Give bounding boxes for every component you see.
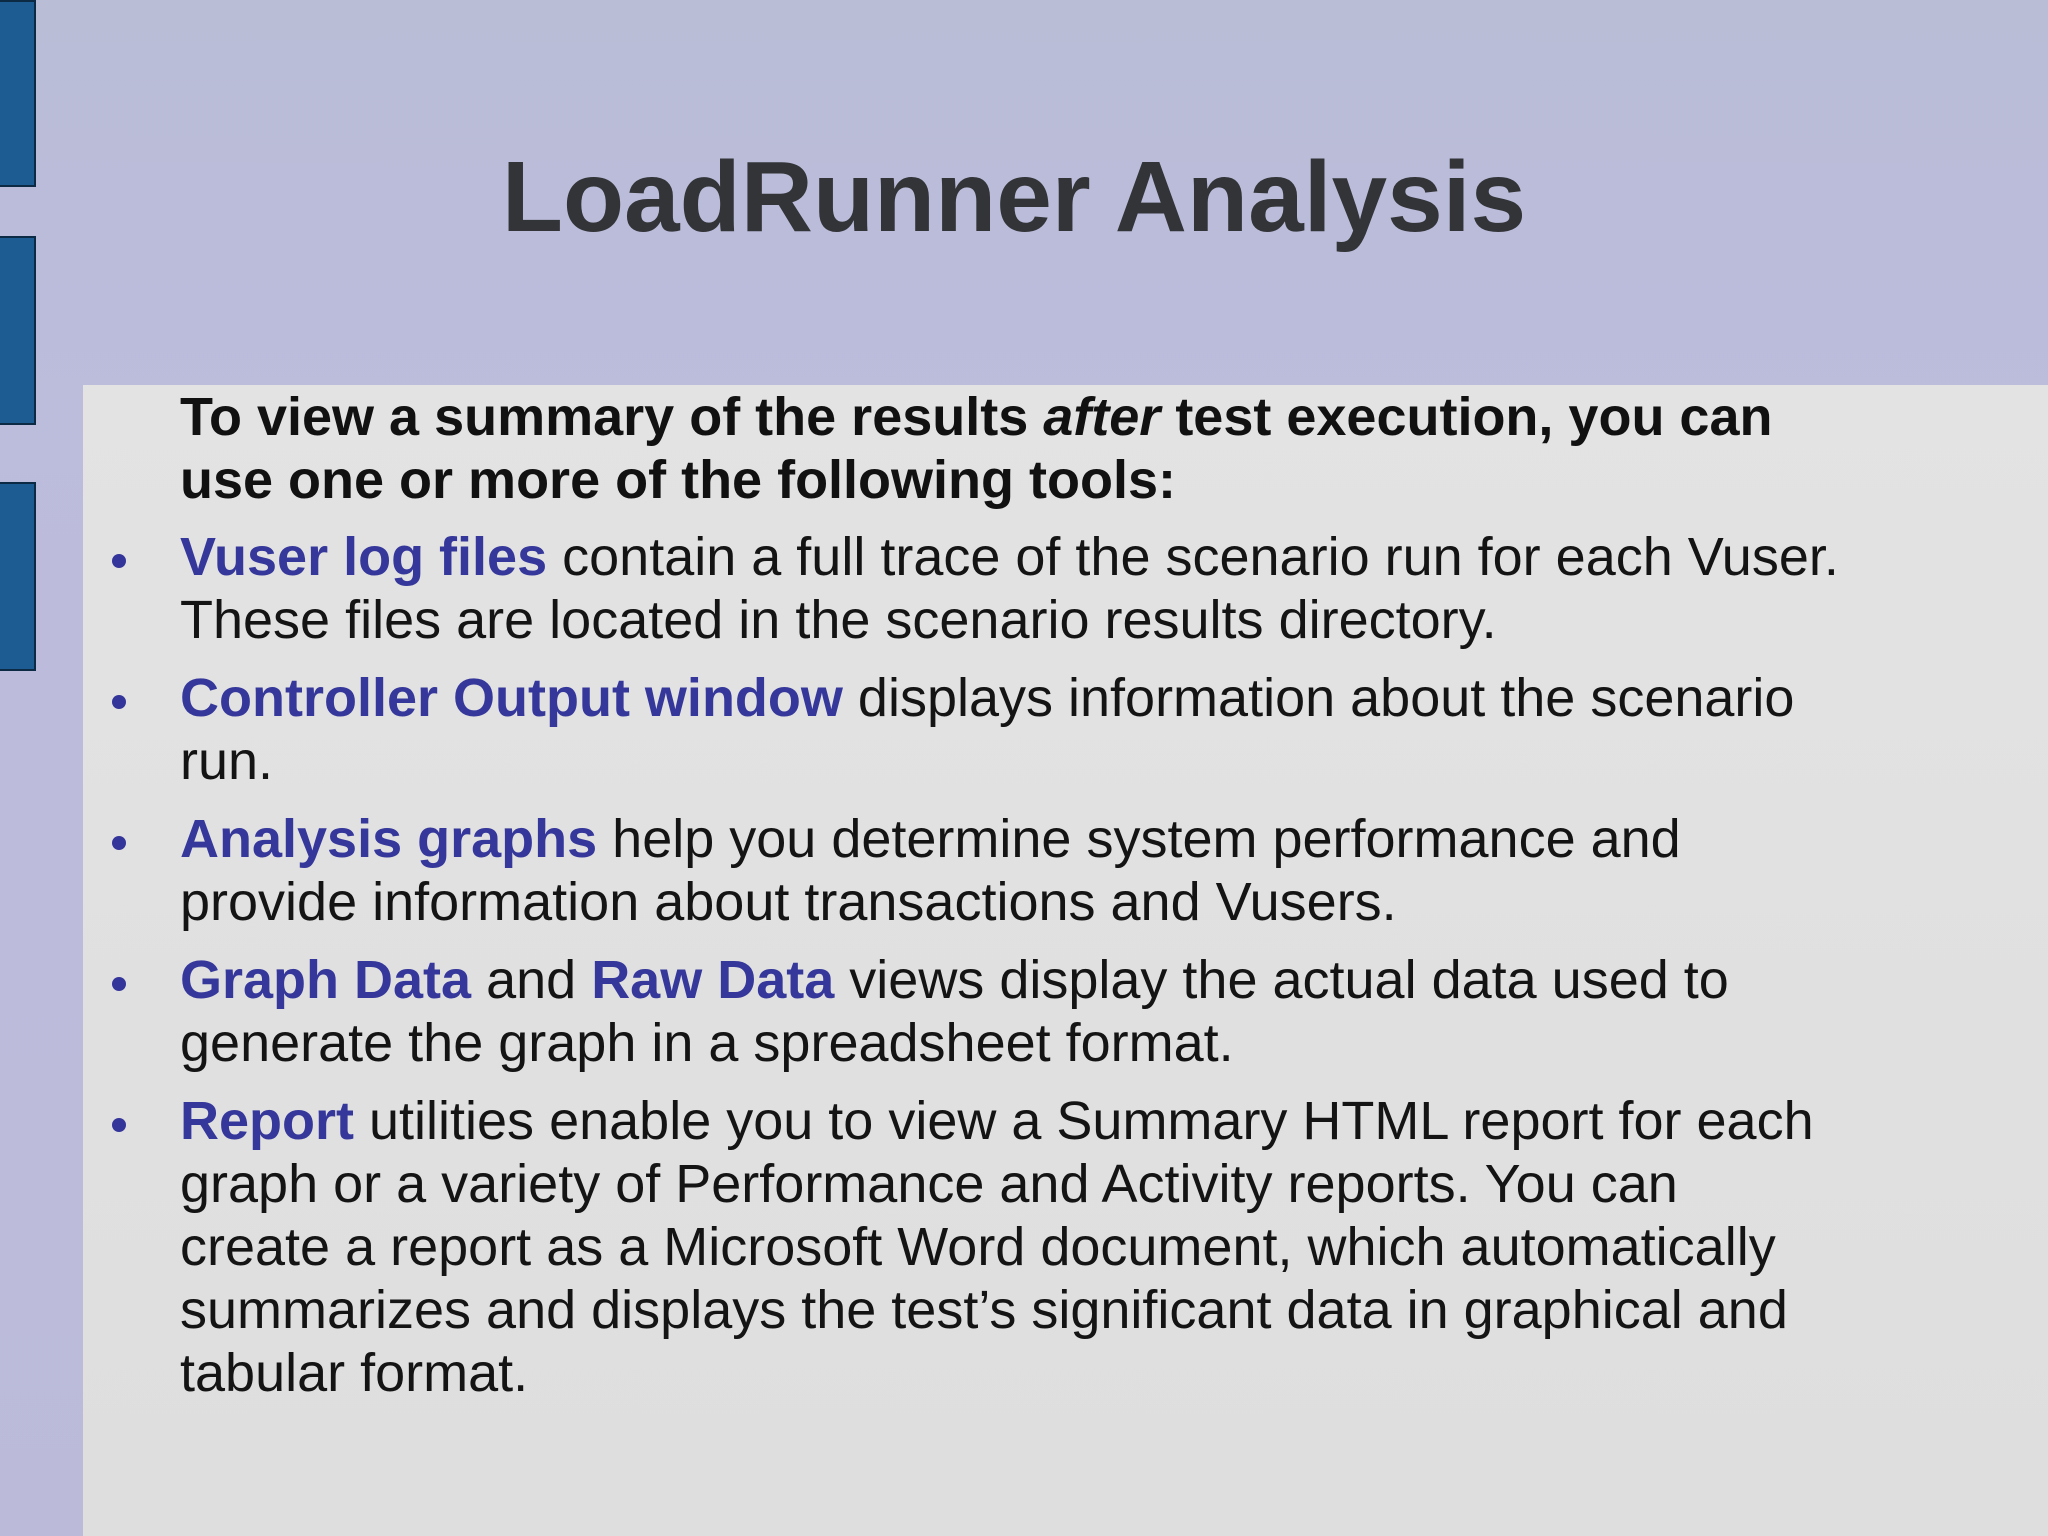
bullet-text-middle: and bbox=[471, 950, 592, 1010]
bullet-item-vuser-log-files bbox=[180, 526, 1840, 652]
bullet-keyword-secondary: Raw Data bbox=[591, 950, 835, 1010]
bullet-text: utilities enable you to view a Summary HTML report for each graph or a variety of Performance and Activity reports. You can create a report as a Microsoft Word document, which automatically summarizes and displays the test’s significant data in graphical and tabular format. bbox=[180, 1091, 1814, 1403]
slide-body bbox=[180, 386, 1840, 1420]
bullet-keyword: Graph Data bbox=[180, 950, 472, 1010]
side-tab-decoration bbox=[0, 236, 36, 425]
side-tab-decoration bbox=[0, 482, 36, 671]
bullet-text: contain a full trace of the scenario run for each Vuser. These files are located in the scenario results directory. bbox=[180, 527, 1839, 650]
slide-title: LoadRunner Analysis bbox=[501, 141, 1527, 253]
bullet-text: help you determine system performance and provide information about transactions and Vusers. bbox=[180, 809, 1681, 932]
bullet-keyword: Report bbox=[180, 1091, 354, 1151]
bullet-item-controller-output-window bbox=[180, 667, 1840, 793]
bullet-keyword: Analysis graphs bbox=[180, 809, 598, 869]
intro-text-after: test execution, you can use one or more of the following tools: bbox=[180, 387, 1773, 510]
intro-text-before: To view a summary of the results bbox=[180, 387, 1044, 447]
intro-emphasis: after bbox=[1043, 387, 1161, 447]
intro-paragraph bbox=[180, 386, 1840, 512]
bullet-text: views display the actual data used to generate the graph in a spreadsheet format. bbox=[180, 950, 1729, 1073]
bullet-item-graph-raw-data bbox=[180, 949, 1840, 1075]
bullet-item-analysis-graphs bbox=[180, 808, 1840, 934]
bullet-keyword: Vuser log files bbox=[180, 527, 548, 587]
bullet-item-report bbox=[180, 1090, 1840, 1405]
bullet-text: displays information about the scenario run. bbox=[180, 668, 1795, 791]
bullet-keyword: Controller Output window bbox=[180, 668, 843, 728]
bullet-list bbox=[180, 526, 1840, 1405]
